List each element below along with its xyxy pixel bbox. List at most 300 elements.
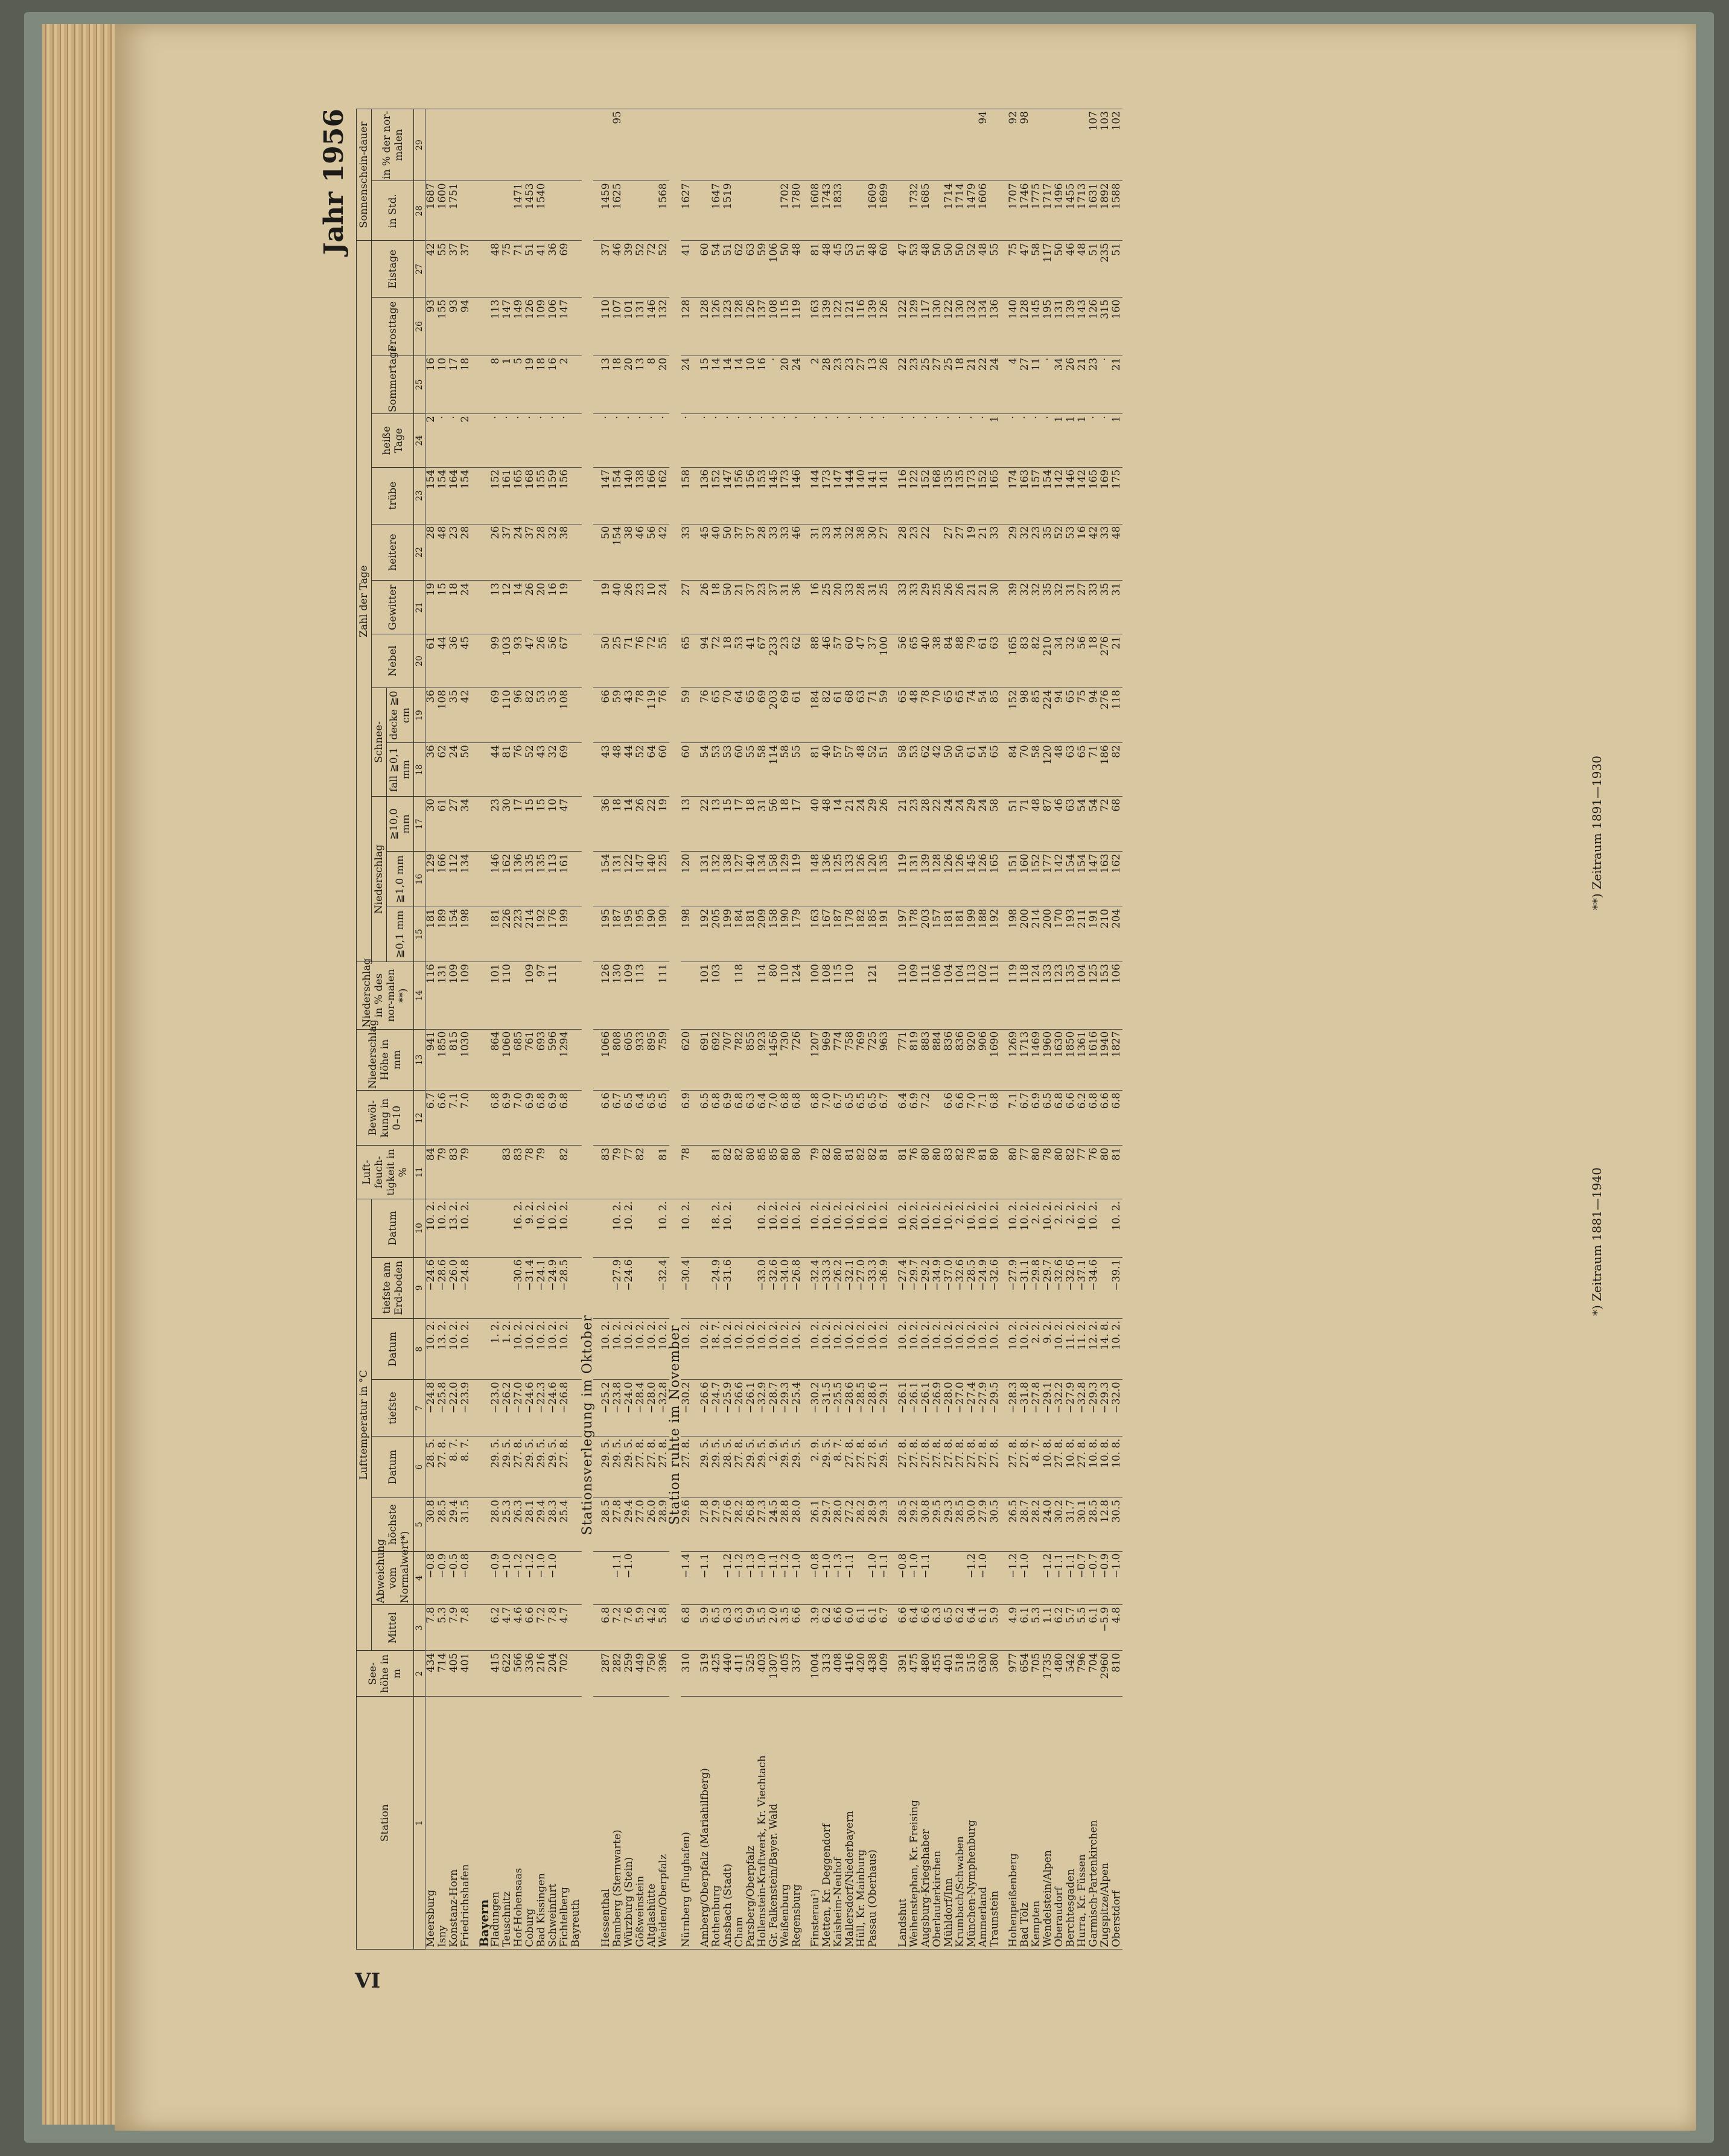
spacer-cell (692, 181, 699, 241)
empty-cell (479, 1257, 490, 1318)
table-cell (559, 181, 570, 241)
table-cell: 175 (1111, 467, 1122, 524)
table-cell (490, 1199, 502, 1257)
table-cell: · (768, 413, 780, 467)
table-cell: −1.0 (547, 1551, 559, 1605)
table-cell: 131 (699, 852, 711, 907)
table-cell: 42 (932, 743, 943, 797)
table-cell: 111 (989, 962, 1001, 1029)
table-cell: 61 (978, 634, 989, 688)
spacer-cell (890, 181, 897, 241)
table-cell: 10. 2. (460, 1319, 471, 1380)
table-cell: −1.2 (513, 1551, 524, 1605)
table-cell: 62 (437, 743, 448, 797)
header-tiefste-erdboden: tiefste am Erd-boden (372, 1257, 414, 1318)
empty-cell (479, 962, 490, 1029)
table-cell: 12.8 (1100, 1497, 1111, 1551)
table-cell: 30 (502, 797, 513, 852)
table-cell: 125 (833, 852, 844, 907)
empty-cell (479, 1029, 490, 1090)
station-name: Gößweinstein (635, 1697, 646, 1950)
table-cell: 122 (623, 852, 635, 907)
table-cell: 81 (844, 1146, 856, 1199)
spacer-cell (471, 1551, 479, 1605)
table-cell: · (734, 413, 745, 467)
table-cell: 22 (897, 356, 909, 413)
header-niederschlag-tage: Niederschlag (372, 797, 387, 962)
table-cell: 37 (502, 524, 513, 581)
table-cell: 10. 2. (559, 1319, 570, 1380)
table-cell: 48 (490, 241, 502, 298)
table-cell: 123 (722, 298, 734, 356)
table-cell: −26.8 (791, 1257, 803, 1318)
station-name: Hessenthal (600, 1697, 612, 1950)
table-cell: −1.2 (722, 1551, 734, 1605)
table-cell: 58 (1031, 241, 1042, 298)
table-cell: 198 (1008, 907, 1019, 962)
spacer-cell (471, 1091, 479, 1146)
station-name: Hohenpeißenberg (1008, 1697, 1019, 1950)
header-sonne-pct: in % der nor-malen (372, 109, 414, 181)
table-cell (1100, 1257, 1111, 1318)
table-row (768, 109, 780, 1950)
table-cell: 29 (920, 581, 932, 634)
table-cell: 159 (547, 467, 559, 524)
table-cell: 56 (897, 634, 909, 688)
table-cell: 21 (1077, 356, 1088, 413)
table-cell: 28.5 (600, 1497, 612, 1551)
table-cell: 48 (821, 797, 833, 852)
table-cell: 48 (791, 241, 803, 298)
spacer-cell (471, 962, 479, 1029)
footnote-1: *) Zeitraum 1881—1940 (1590, 1167, 1604, 1316)
table-cell: 10. 2. (612, 1319, 623, 1380)
table-cell: 130 (932, 298, 943, 356)
table-cell: 173 (966, 467, 978, 524)
table-cell: 2 (460, 413, 471, 467)
table-cell: 16 (547, 581, 559, 634)
spacer-cell (1001, 356, 1008, 413)
table-cell: 28 (460, 524, 471, 581)
table-cell: 10. 2. (722, 1199, 734, 1257)
table-cell (856, 1551, 867, 1605)
table-cell: 23 (448, 524, 460, 581)
table-cell: 24 (978, 797, 989, 852)
table-cell: 941 (425, 1029, 438, 1090)
table-cell: 182 (856, 907, 867, 962)
table-row (932, 109, 943, 1950)
table-cell: −28.5 (856, 1380, 867, 1437)
table-cell: −27.9 (1065, 1380, 1077, 1437)
station-name: Amberg/Oberpfalz (Mariahilfberg) (699, 1697, 711, 1950)
table-cell: 10. 2. (856, 1199, 867, 1257)
spacer-cell (471, 1199, 479, 1257)
table-cell: 61 (833, 687, 844, 742)
spacer-cell (471, 797, 479, 852)
table-cell: 8 (490, 356, 502, 413)
table-cell: 103 (1100, 109, 1111, 181)
table-cell (490, 1257, 502, 1318)
table-cell: −1.1 (699, 1551, 711, 1605)
station-name: Zugspitze/Alpen (1100, 1697, 1111, 1950)
table-cell: 7.0 (966, 1091, 978, 1146)
table-cell: 126 (955, 852, 966, 907)
table-cell: 28.9 (867, 1497, 879, 1551)
table-cell (658, 1551, 669, 1605)
table-cell (722, 962, 734, 1029)
table-cell: 54 (978, 687, 989, 742)
table-cell (570, 797, 582, 852)
column-number: 1 (414, 1697, 425, 1950)
table-row (437, 109, 448, 1950)
table-cell: 808 (612, 1029, 623, 1090)
header-sommertage: Sommertage (372, 356, 414, 413)
table-cell: −25.8 (437, 1380, 448, 1437)
table-cell: −32.6 (955, 1257, 966, 1318)
table-cell: 70 (1019, 743, 1031, 797)
header-zahl-der-tage: Zahl der Tage (357, 241, 372, 962)
table-cell: 27. 8. (989, 1437, 1001, 1497)
table-cell (943, 109, 955, 181)
spacer-cell (471, 581, 479, 634)
station-name: Würzburg (Stein) (623, 1697, 635, 1950)
table-cell: 810 (1111, 1651, 1122, 1697)
table-cell: 5.9 (635, 1605, 646, 1651)
region-name: Bayern (479, 1697, 490, 1950)
table-cell: 923 (757, 1029, 768, 1090)
table-cell (757, 109, 768, 181)
table-row (909, 109, 920, 1950)
table-cell: 24 (513, 524, 524, 581)
table-cell: 195 (623, 907, 635, 962)
table-cell: 140 (623, 467, 635, 524)
table-cell (646, 1199, 658, 1257)
table-cell: 65 (745, 687, 757, 742)
table-cell: 204 (547, 1651, 559, 1697)
table-cell: 107 (612, 298, 623, 356)
table-cell: 15 (524, 797, 536, 852)
table-cell: 6.8 (1111, 1091, 1122, 1146)
table-cell: 21 (734, 581, 745, 634)
table-cell: 1568 (658, 181, 669, 241)
table-cell: 27.0 (635, 1497, 646, 1551)
spacer-row (593, 109, 600, 1950)
table-cell: 79 (966, 634, 978, 688)
table-cell: 139 (821, 298, 833, 356)
table-cell (1065, 109, 1077, 181)
table-cell: 16 (810, 581, 821, 634)
table-cell: 48 (867, 241, 879, 298)
table-cell: 10. 2. (966, 1319, 978, 1380)
table-cell: 131 (635, 298, 646, 356)
table-cell: 57 (833, 743, 844, 797)
table-cell: 48 (978, 241, 989, 298)
table-cell: 906 (978, 1029, 989, 1090)
table-cell: 140 (1008, 298, 1019, 356)
table-cell: 214 (1031, 907, 1042, 962)
table-cell: 62 (734, 241, 745, 298)
table-cell: · (791, 413, 803, 467)
table-cell: 10. 2. (722, 1319, 734, 1380)
table-cell: 27. 8. (1019, 1437, 1031, 1497)
table-cell: −26.6 (734, 1380, 745, 1437)
station-name: Mallersdorf/Niederbayern (844, 1697, 856, 1950)
table-cell: 82 (1031, 634, 1042, 688)
table-cell: · (1019, 413, 1031, 467)
table-cell: 405 (448, 1651, 460, 1697)
table-cell: 26 (699, 581, 711, 634)
table-cell: 36 (600, 797, 612, 852)
table-cell: 10. 8. (1042, 1437, 1054, 1497)
table-cell: −26.2 (502, 1380, 513, 1437)
header-mittel: Mittel (372, 1605, 414, 1651)
station-name: Bayreuth (570, 1697, 582, 1950)
table-cell: 92 (1008, 109, 1019, 181)
table-cell: 1455 (1065, 181, 1077, 241)
table-cell: 10. 2. (978, 1319, 989, 1380)
table-cell: 27 (879, 524, 890, 581)
table-cell: 65 (989, 743, 1001, 797)
empty-cell (479, 298, 490, 356)
table-cell: 147 (833, 467, 844, 524)
table-cell (745, 962, 757, 1029)
table-cell: 53 (844, 241, 856, 298)
table-cell: 51 (1008, 797, 1019, 852)
table-cell: 7.1 (448, 1091, 460, 1146)
table-cell: 29. 5. (757, 1437, 768, 1497)
table-cell: 6.0 (844, 1605, 856, 1651)
empty-cell (479, 634, 490, 688)
table-cell (699, 181, 711, 241)
table-cell (536, 109, 547, 181)
table-cell: −0.8 (460, 1551, 471, 1605)
table-cell: 138 (722, 852, 734, 907)
table-cell: 80 (920, 1146, 932, 1199)
table-cell (1077, 109, 1088, 181)
table-cell: 27. 8. (943, 1437, 955, 1497)
spacer-cell (593, 1257, 600, 1318)
table-cell: 41 (745, 634, 757, 688)
table-cell: 1702 (780, 181, 791, 241)
table-cell: 29. 5. (600, 1437, 612, 1497)
table-cell: 79 (536, 1146, 547, 1199)
column-number: 13 (414, 1029, 425, 1090)
spacer-cell (593, 109, 600, 181)
table-cell: −1.1 (1065, 1551, 1077, 1605)
table-cell: −26.1 (909, 1380, 920, 1437)
table-cell: 47 (856, 634, 867, 688)
table-cell: 125 (1088, 962, 1100, 1029)
table-cell: 704 (1088, 1651, 1100, 1697)
table-cell: 1714 (955, 181, 966, 241)
column-number: 3 (414, 1605, 425, 1651)
table-cell (681, 962, 692, 1029)
table-cell (646, 1257, 658, 1318)
table-cell: 26 (955, 581, 966, 634)
table-cell: 71 (623, 634, 635, 688)
empty-cell (479, 524, 490, 581)
table-cell: −24.1 (536, 1257, 547, 1318)
table-cell: 154 (612, 467, 623, 524)
table-cell: 27.9 (978, 1497, 989, 1551)
table-cell: 1627 (681, 181, 692, 241)
table-cell: 51 (856, 241, 867, 298)
spacer-cell (471, 181, 479, 241)
table-cell: 440 (722, 1651, 734, 1697)
station-name: Landshut (897, 1697, 909, 1950)
table-cell: 29.2 (909, 1497, 920, 1551)
table-cell: 29 (966, 797, 978, 852)
table-cell: 69 (780, 687, 791, 742)
table-cell: 6.8 (536, 1091, 547, 1146)
table-cell: 28.7 (1019, 1497, 1031, 1551)
table-cell: 771 (897, 1029, 909, 1090)
table-cell: 135 (1065, 962, 1077, 1029)
table-cell: 761 (524, 1029, 536, 1090)
table-cell: 605 (623, 1029, 635, 1090)
table-cell: · (856, 413, 867, 467)
table-cell: −23.9 (460, 1380, 471, 1437)
table-cell: 102 (1111, 109, 1122, 181)
table-cell: 128 (699, 298, 711, 356)
table-cell: · (524, 413, 536, 467)
spacer-cell (593, 1551, 600, 1605)
table-cell: 101 (699, 962, 711, 1029)
table-cell: 6.4 (909, 1605, 920, 1651)
spacer-row (890, 109, 897, 1950)
table-cell: 24 (943, 797, 955, 852)
table-cell: 10. 2. (780, 1319, 791, 1380)
table-cell: 16 (1077, 524, 1088, 581)
table-row (1019, 109, 1031, 1950)
table-cell: 106 (1111, 962, 1122, 1029)
table-cell (623, 109, 635, 181)
table-cell: 133 (844, 852, 856, 907)
table-cell: −1.0 (623, 1551, 635, 1605)
table-cell: 37 (745, 524, 757, 581)
table-cell: 18 (745, 797, 757, 852)
table-cell: 144 (810, 467, 821, 524)
table-cell: 16 (425, 356, 438, 413)
table-cell: 37 (867, 634, 879, 688)
table-cell: 24 (989, 356, 1001, 413)
table-cell: 169 (1100, 467, 1111, 524)
table-cell: 192 (989, 907, 1001, 962)
table-cell: −27.8 (1031, 1380, 1042, 1437)
table-cell: 50 (943, 241, 955, 298)
table-cell: −0.8 (425, 1551, 438, 1605)
table-cell: 10. 2. (833, 1319, 844, 1380)
table-cell: 116 (897, 467, 909, 524)
table-cell: 154 (448, 907, 460, 962)
column-number: 10 (414, 1199, 425, 1257)
table-cell: 198 (460, 907, 471, 962)
table-cell: −33.0 (757, 1257, 768, 1318)
table-cell: −0.5 (448, 1551, 460, 1605)
column-number: 11 (414, 1146, 425, 1199)
table-cell: 1540 (536, 181, 547, 241)
table-cell: 10. 2. (897, 1319, 909, 1380)
table-cell: 5.7 (1065, 1605, 1077, 1651)
table-cell: 782 (734, 1029, 745, 1090)
spacer-cell (471, 109, 479, 181)
table-cell: 1 (1111, 413, 1122, 467)
table-cell: · (810, 413, 821, 467)
table-cell: 10. 2. (437, 1199, 448, 1257)
table-cell: · (1088, 413, 1100, 467)
table-cell: 29. 5. (612, 1437, 623, 1497)
table-cell: 54 (1077, 797, 1088, 852)
table-cell (833, 109, 844, 181)
table-cell: 145 (966, 852, 978, 907)
table-cell: 313 (821, 1651, 833, 1697)
table-cell: 9. 2. (524, 1199, 536, 1257)
table-cell: 51 (722, 241, 734, 298)
table-cell: 136 (989, 298, 1001, 356)
table-cell: 1732 (909, 181, 920, 241)
table-cell: 98 (1019, 109, 1031, 181)
table-cell: 129 (909, 298, 920, 356)
header-datum-1: Datum (372, 1437, 414, 1497)
table-cell: 29. 5. (623, 1437, 635, 1497)
table-cell: 6.8 (711, 1091, 722, 1146)
table-cell: 2.0 (768, 1605, 780, 1651)
table-cell: 14 (711, 356, 722, 413)
table-cell: 10. 2. (943, 1319, 955, 1380)
table-cell: 19 (559, 581, 570, 634)
table-cell: 1456 (768, 1029, 780, 1090)
table-cell: 146 (490, 852, 502, 907)
table-cell: 26 (490, 524, 502, 581)
table-cell: · (757, 413, 768, 467)
table-cell: · (768, 356, 780, 413)
table-cell: 6.9 (722, 1091, 734, 1146)
table-cell (699, 1146, 711, 1199)
table-cell: 199 (966, 907, 978, 962)
table-cell: 10. 2. (821, 1319, 833, 1380)
table-cell: 10. 2. (989, 1199, 1001, 1257)
table-cell: 6.1 (978, 1605, 989, 1651)
table-cell: 60 (658, 743, 669, 797)
table-cell: 10. 2. (681, 1199, 692, 1257)
table-cell: · (612, 413, 623, 467)
station-name: Augsburg-Kriegshaber (920, 1697, 932, 1950)
table-cell: 24.5 (768, 1497, 780, 1551)
table-row (722, 109, 734, 1950)
table-cell: · (879, 413, 890, 467)
table-cell (570, 1651, 582, 1697)
table-cell: 115 (833, 962, 844, 1029)
table-cell: 113 (547, 852, 559, 907)
table-cell: 10. 2. (978, 1199, 989, 1257)
table-cell: 27. 8. (437, 1437, 448, 1497)
table-cell: 178 (909, 907, 920, 962)
table-header (357, 109, 425, 1950)
table-cell: 19 (524, 356, 536, 413)
table-cell: 149 (513, 298, 524, 356)
table-cell: 128 (681, 298, 692, 356)
table-cell: 7.0 (460, 1091, 471, 1146)
table-cell: −32.2 (1054, 1380, 1065, 1437)
table-cell: 10. 2. (810, 1199, 821, 1257)
table-cell: 1030 (460, 1029, 471, 1090)
table-cell: 195 (600, 907, 612, 962)
table-cell: 10. 2. (780, 1199, 791, 1257)
header-gewitter: Gewitter (372, 581, 414, 634)
table-cell: 122 (897, 298, 909, 356)
table-cell: 114 (757, 962, 768, 1029)
table-cell: 88 (955, 634, 966, 688)
